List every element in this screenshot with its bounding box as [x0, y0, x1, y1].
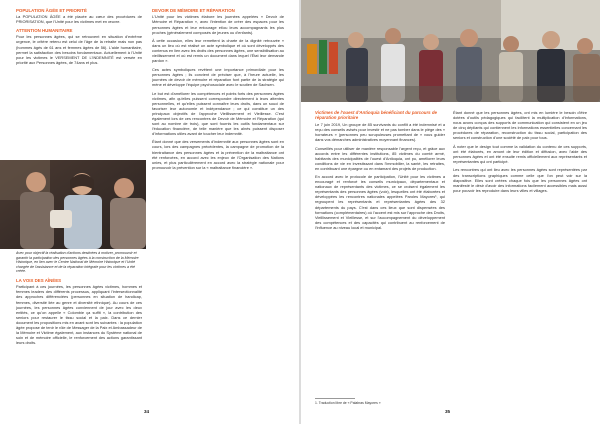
left-column-bottom [16, 251, 142, 411]
page-number-left: 34 [144, 409, 150, 414]
right-column-left [315, 110, 445, 400]
paragraph-antioquia-3: En accord avec le protocole de participation, l'Unité pour les victimes a encouragé et renforcé les conseils municipaux, départementaux et nationaux de représentants des victimes, ce se croisent également les représentants des personnes âgées (voix), lesquelles ont été élaborées et développées les rencontres nationales appelées Paroles Mayores¹, qui regroupent les représentants et représentantes âgées des 32 départements du pays. C'est dans ces lieux que sont dispensées des formations (complémentaires) où l'accent est mis sur l'approche des Droits, Vieillissement et Vieillesse, et sur l'accompagnement du développement des compétences et des capacités qui contribuent au renforcement de l'influence au niveau local et municipal. [315, 174, 445, 230]
left-column-right [152, 8, 284, 408]
paragraph-tools-1: Étant donné que les personnes âgées, ont mis en lumière le besoin d'être dotées d'outils pédagogiques qui facilitent la multiplication d'informations, nous avons conçus des supports de communication qui consistent en un jeu de cinq dépliants qui contiennent les informations essentielles concernant les procédures de réparation, reconstruction du tissu social, participation des seniors et construction d'une société de paix pour tous. [453, 110, 587, 141]
paragraph-memory-1: L'Unité pour les victimes élabore les journées appelées « Devoir de Mémoire et Réparation », avec l'intention de créer des espaces pour les personnes âgées et leur entourage et/ou leurs accompagnants les plus proches (généralement composés de jeunes ou d'enfants). [152, 14, 284, 35]
footnote: 1. Traduction libre de « Palabras Mayores » [315, 400, 381, 405]
paragraph-population: La POPULATION ÂGÉE a été placée au cœur des procédures de PRIORISATION, que l'Unité pour les victimes met en œuvre. [16, 14, 142, 25]
paragraph-memory-2: À cette occasion, elles leur remettent la charte de la dignité retrouvée « dans un lieu où est réalisé un acte symbolique et où sont développés des contenus en lien avec les droits des personnes âgées, une sensibilisation au vieillissement et où est remis un document dans lequel l'État leur demande pardon ». [152, 38, 284, 64]
paragraph-antioquia-1: Le 7 juin 2019, Un groupe de 85 survivants du conflit a été indemnisé et a reçu des conseils avisés pour investir et ne pas tomber dans le piège des « horrateurs » (personnes peu scrupuleuses promettant de « vous guider dans vos démarches administratives moyennant finances). [315, 121, 445, 142]
footnote-block [315, 398, 445, 408]
paragraph-tools-2: À noter que le design tout comme la validation du contenu de ces supports, ont été élaborés, en amont de leur édition et diffusion, avec l'aide des personnes âgées et ont été ensuite remis officiellement aux représentants et représentantes qui ont participé. [453, 143, 587, 164]
paragraph-humanitarian: Pour les personnes âgées, qui se retrouvent en situation d'extrême urgence, le critère retenu est celui de l'âge de la retraite mais non pas (hommes âgés de 61 ans et femmes âgées de 56). L'aide humanitaire, permet la satisfaction des besoins fondamentaux. Actuellement à l'Unité pour les victimes le VERSEMENT DE L'INDEMNITÉ est versée en priorité aux Personnes âgées, de 74ans et plus. [16, 34, 142, 65]
section-title-antioquia: Victimes de l'ouest d'Antioquia bénéficiant du parcours de réparation prioritaire [315, 110, 437, 121]
paragraph-antioquia-2: Conseillés pour utiliser de manière responsable l'argent reçu, et grâce aux accords entre les différentes institutions, 85 victimes du comté armé, habitants des municipalités de l'ouest d'Antioquia, ont pu, améliorer leurs conditions de vie en investissant dans l'immobilier, la santé, les retraites, en contribuant une épargne ou en entamant des projets de production. [315, 145, 445, 171]
page-number-right: 35 [445, 409, 451, 414]
left-column-top [16, 8, 142, 158]
footnote-rule [315, 398, 355, 399]
photo-caption: Avec pour objectif la réalisation d'actions destinées à motiver, promouvoir et garantir la participation des personnes âgées à la construction de la Mémoire Historique, en lien avec le Centre National de Mémoire Historique et l'Unité chargée de l'assistance et de la réparation intégrale pour les victimes a été créée. [16, 251, 139, 274]
right-page [301, 0, 600, 424]
section-title-population: POPULATION ÂGÉE ET PRIORITÉ [16, 8, 87, 13]
paragraph-tools-3: Les rencontres qui ont lieu avec les personnes âgées sont représentées par des transcriptions graphiques comme celle que l'on peut voir sur la diapositive. Elles sont créées chaque fois que les personnes âgées ont manifesté le désir d'avoir des informations facilement accessibles mais aussi pour pouvoir les reproduire dans leurs villes et villages. [453, 167, 587, 193]
paragraph-memory-3: Ces actes symboliques revêtent une importance primordiale pour les personnes âgées ; ils convient de préciser que, à l'heure actuelle, les journées de devoir de mémoire et réparation font partie de la stratégie qui mène et développe l'équipe psychosociale avec le soutien de Sachsen. [152, 66, 284, 87]
paragraph-memory-5: Étant donné que des versements d'indemnité aux personnes âgées sont en cours, lors des campagnes précédentes, la campagne de promotion de la bientraitance des personnes âgées et la prévention de la maltraitance ont été renforcées, en accord avec les enjeux de l'Organisation des Nations unies, et plus particulièrement en accord avec la stratégie nationale pour promouvoir la prévention sur la « maltraitance financière ». [152, 139, 284, 170]
section-title-humanitarian: ATTENTION HUMANITAIRE [16, 28, 73, 33]
left-page [0, 0, 299, 424]
paragraph-voice: Participant à ces journées, les personnes âgées victimes, hommes et femmes leaders des différents processus, appliquant l'intersectionnalité des approches différenciées (personnes en situation de handicap, femmes, diversité liée au genre et diversité ethnique). Au cours de ces journées, les personnes âgées conviennent de jour avec les deux entités, ce qu'on appelle « Colombie ça suffit », la contribution des seniors pour restaurer le tissu social et la paix. Dans ce dernier document les propositions mis en avant sont les suivantes : la population âgée propose de tenir le rôle de Messager de la Paix et Ambassadeur de la Mémoire et Victime également, aux instances du Système national de soin et de mémoire officielle, le renforcement des actions garantissant leurs droits. [16, 284, 142, 345]
paragraph-memory-4: Le but est d'améliorer les compétences et points forts des personnes âgées victimes, afin qu'elles puissent correspondre directement à leurs attentes personnelles, et qu'elles puissent connaître leurs droits, dans un souci de favoriser leur autonomie et indépendance ; ce qui constitue un des principaux objectifs de l'approche Vieillissement et Vieillesse. C'est également lors de ces rencontres de Devoir de Mémoire et Réparation (qui sont au nombre de trois), que sont fournis les outils fondamentaux sur l'éducation financière, de telle manière que les aînés puissent disposer d'informations utiles avant de toucher leur indemnité. [152, 90, 284, 136]
photo-meeting-room [301, 0, 600, 102]
right-column-right [453, 110, 587, 400]
photo-elderly-women [0, 160, 146, 249]
section-title-voice: LA VOIX DES AÎNÉES [16, 277, 62, 283]
section-title-memory: DEVOIR DE MÉMOIRE ET RÉPARATION [152, 8, 235, 13]
